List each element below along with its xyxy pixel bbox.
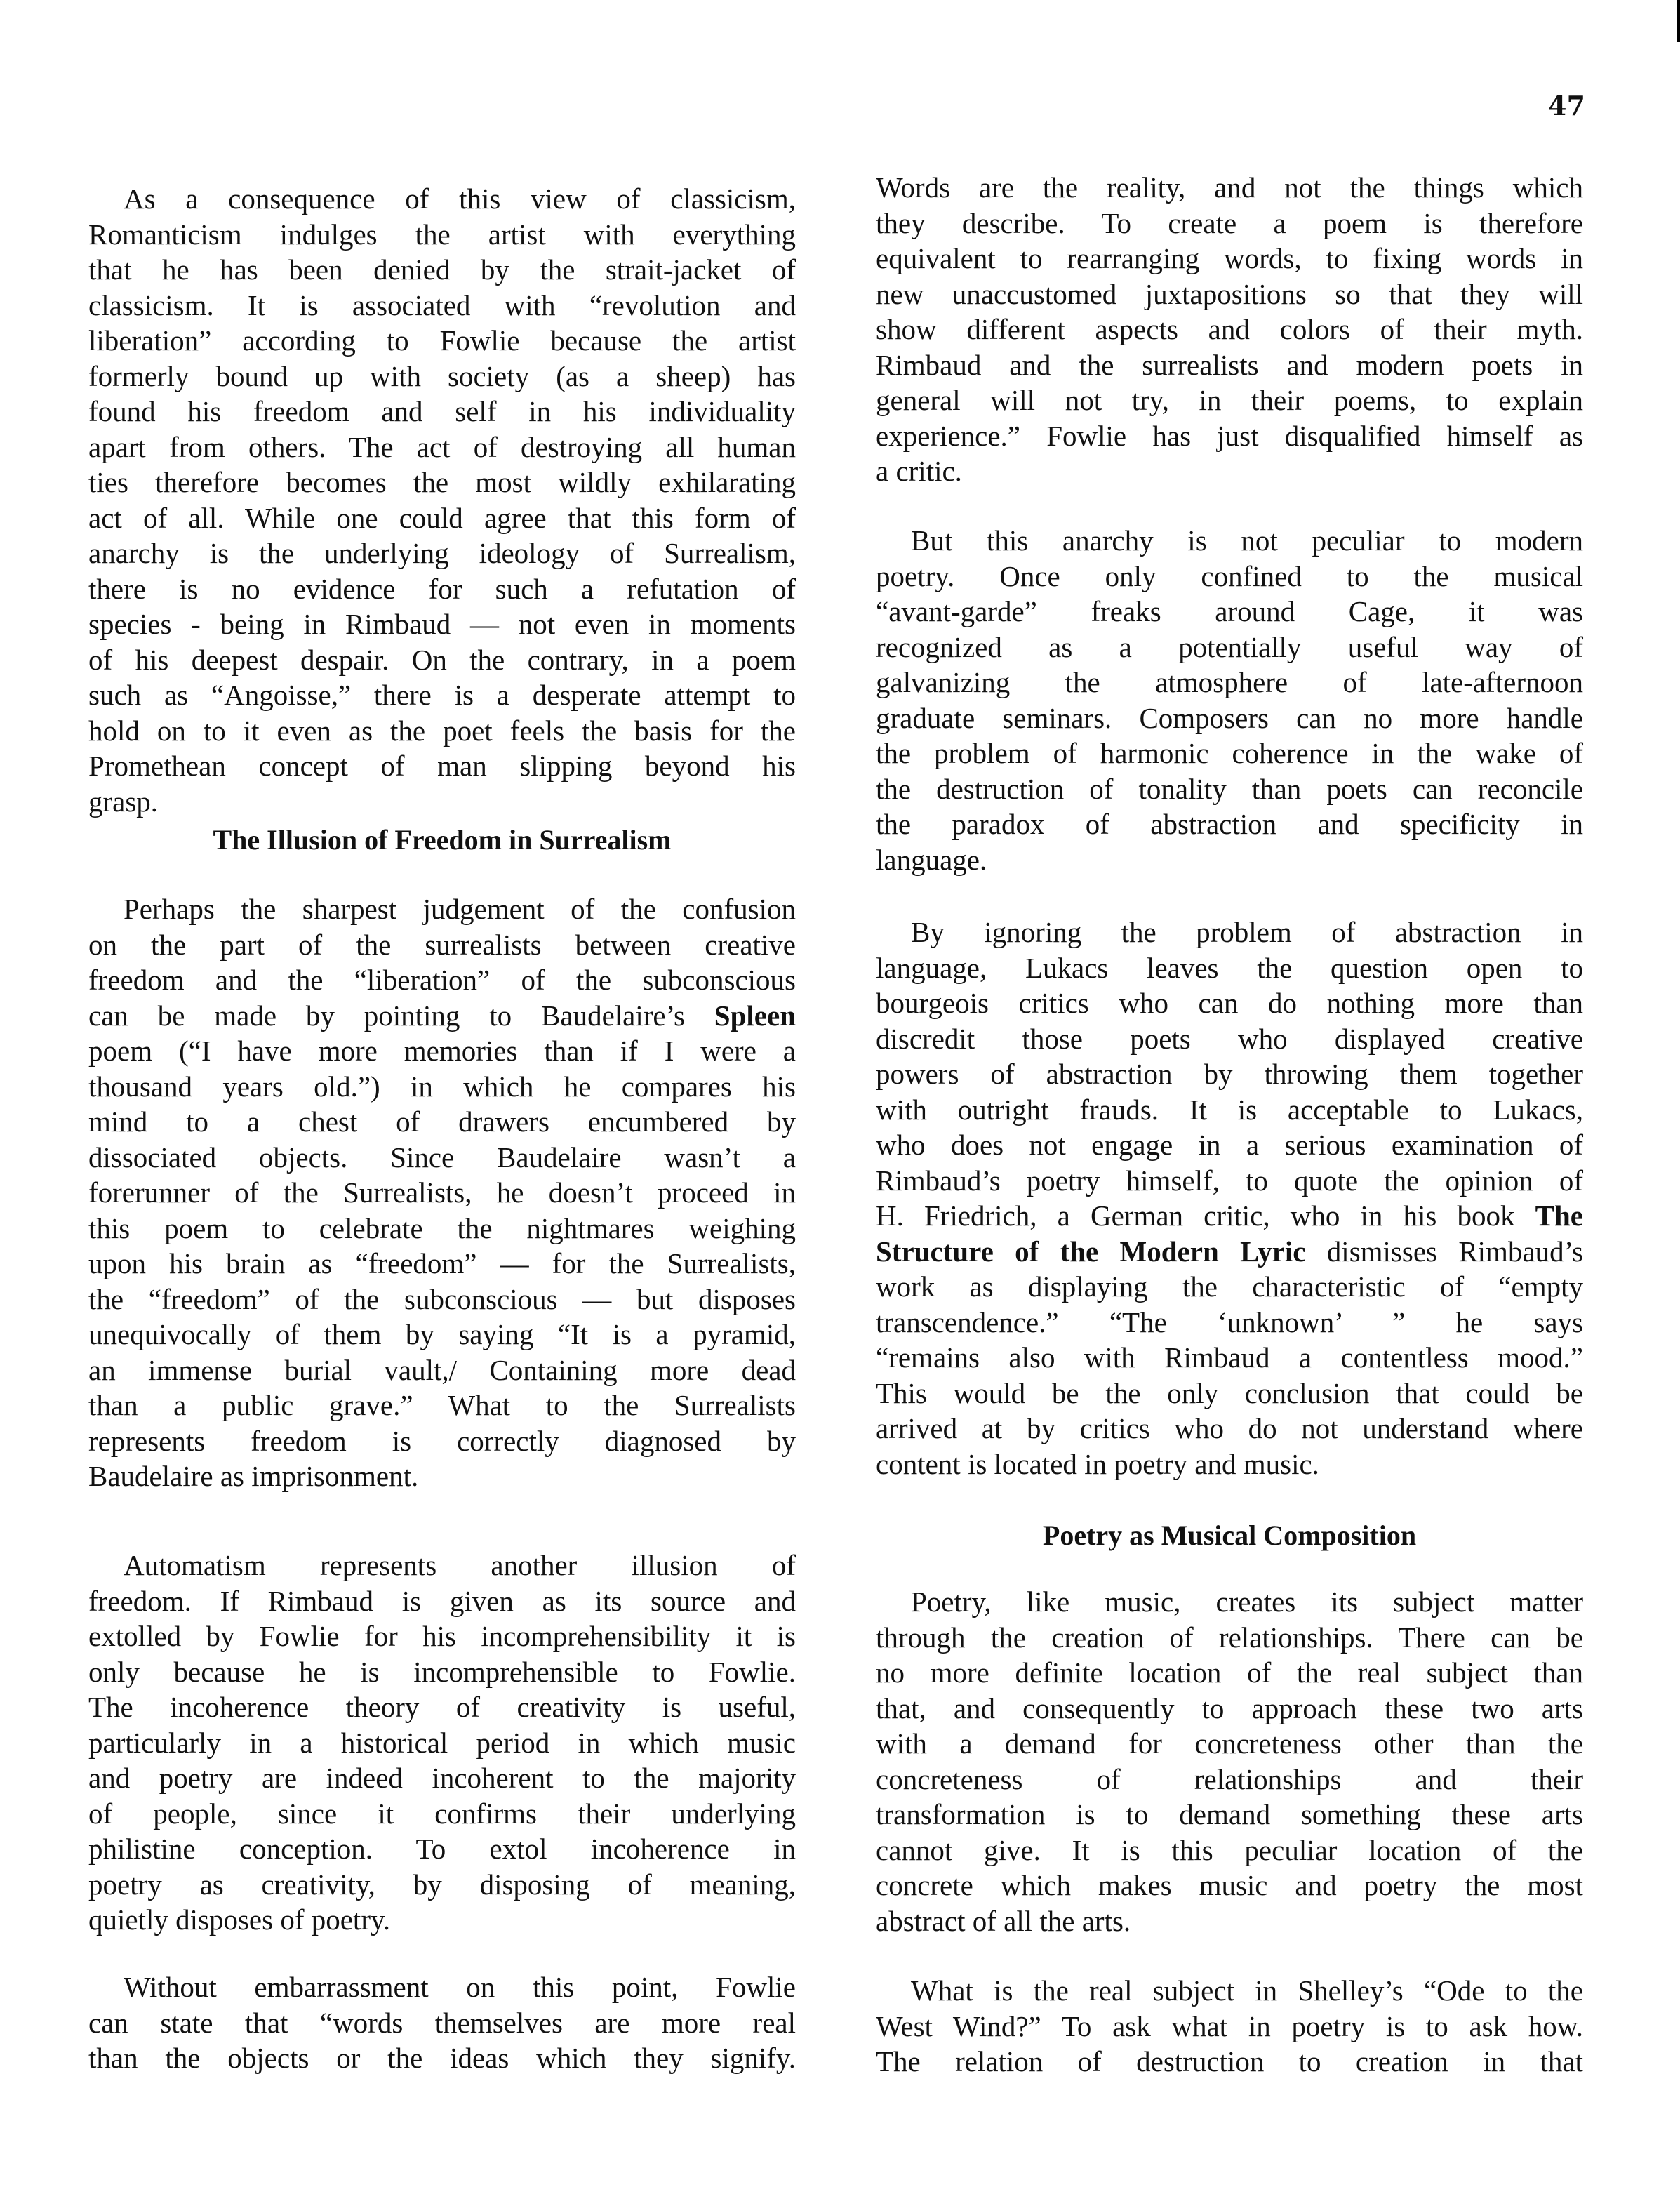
bold-title: Spleen	[714, 999, 796, 1032]
text-line: thousand years old.”) in which he compares his	[88, 1070, 796, 1103]
text-line: work as displaying the characteristic of “empty	[876, 1270, 1583, 1303]
paragraph-anarchy-not-peculiar	[876, 523, 1583, 877]
text-line: on the part of the surrealists between creative	[88, 928, 796, 961]
text-line: “avant-garde” freaks around Cage, it was	[876, 595, 1583, 627]
text-line: bourgeois critics who can do nothing more than	[876, 987, 1583, 1019]
text-line: show different aspects and colors of their myth.	[876, 313, 1583, 345]
text-line: extolled by Fowlie for his incomprehensibility it is	[88, 1620, 796, 1652]
text-line: philistine conception. To extol incoherence in	[88, 1833, 796, 1865]
text-line: graduate seminars. Composers can no more handle	[876, 701, 1583, 734]
text-line: the problem of harmonic coherence in the wake of	[876, 737, 1583, 769]
text-line: freedom and the “liberation” of the subconscious	[88, 964, 796, 996]
text-line: recognized as a potentially useful way of	[876, 630, 1583, 663]
text-line: powers of abstraction by throwing them together	[876, 1058, 1583, 1090]
text-line: found his freedom and self in his individuality	[88, 395, 796, 427]
paragraph-baudelaire-spleen	[88, 891, 796, 1494]
text-line: than a public grave.” What to the Surrealists	[88, 1389, 796, 1421]
text-line: there is no evidence for such a refutation of	[88, 572, 796, 605]
text-line: By ignoring the problem of abstraction in	[911, 916, 1583, 948]
text-line: hold on to it even as the poet feels the basis for the	[88, 714, 796, 747]
text-line: a critic.	[876, 455, 962, 487]
text-line: Rimbaud and the surrealists and modern poets in	[876, 348, 1583, 381]
text-line: that, and consequently to approach these two arts	[876, 1691, 1583, 1724]
text-line: Without embarrassment on this point, Fowlie	[124, 1971, 796, 2003]
text-line: through the creation of relationships. There can be	[876, 1621, 1583, 1654]
text-line: forerunner of the Surrealists, he doesn’t proceed in	[88, 1176, 796, 1209]
paragraph-words-are-reality	[876, 170, 1583, 489]
text-line: language, Lukacs leaves the question open to	[876, 951, 1583, 984]
text-line: than the objects or the ideas which they signify.	[88, 2042, 796, 2074]
text-line: transcendence.” “The ‘unknown’ ” he says	[876, 1305, 1583, 1338]
text-line: ties therefore becomes the most wildly exhilarating	[88, 466, 796, 498]
text-line: poetry as creativity, by disposing of meaning,	[88, 1868, 796, 1901]
text-line: The incoherence theory of creativity is useful,	[88, 1691, 796, 1723]
text-line: particularly in a historical period in which music	[88, 1726, 796, 1759]
text-line: West Wind?” To ask what in poetry is to ask how.	[876, 2009, 1583, 2042]
section-heading-poetry-musical-composition: Poetry as Musical Composition	[1042, 1520, 1417, 1551]
text-line: Poetry, like music, creates its subject matter	[911, 1585, 1583, 1618]
text-line: “remains also with Rimbaud a contentless mood.”	[876, 1341, 1583, 1374]
paragraph-ignoring-abstraction	[876, 915, 1583, 1482]
text-line: can be made by pointing to Baudelaire’s Spleen	[88, 999, 796, 1032]
text-line: transformation is to demand something these arts	[876, 1798, 1583, 1830]
text-line: What is the real subject in Shelley’s “Ode to the	[911, 1974, 1583, 2007]
text-line: galvanizing the atmosphere of late-afternoon	[876, 666, 1583, 698]
text-line: equivalent to rearranging words, to fixing words in	[876, 242, 1583, 274]
text-line: discredit those poets who displayed creative	[876, 1022, 1583, 1055]
text-line: species - being in Rimbaud — not even in moments	[88, 608, 796, 640]
text-line: of people, since it confirms their underlying	[88, 1797, 796, 1830]
text-line: experience.” Fowlie has just disqualified himself as	[876, 419, 1583, 452]
text-line: act of all. While one could agree that this form of	[88, 501, 796, 534]
text-line: concreteness of relationships and their	[876, 1762, 1583, 1795]
text-line: grasp.	[88, 785, 159, 818]
page-number: 47	[1548, 90, 1585, 121]
text-line: mind to a chest of drawers encumbered by	[88, 1105, 796, 1138]
scan-edge-mark	[1677, 0, 1680, 42]
text-line: This would be the only conclusion that could be	[876, 1376, 1583, 1409]
text-line: with outright frauds. It is acceptable to Lukacs,	[876, 1093, 1583, 1126]
text-line: the destruction of tonality than poets can reconcile	[876, 772, 1583, 805]
text-line: Promethean concept of man slipping beyond his	[88, 750, 796, 782]
text-line: anarchy is the underlying ideology of Surrealism,	[88, 537, 796, 569]
text-line: language.	[876, 843, 987, 876]
paragraph-automatism	[88, 1548, 796, 1938]
text-line: with a demand for concreteness other than the	[876, 1727, 1583, 1760]
text-line: abstract of all the arts.	[876, 1904, 1131, 1937]
text-line: general will not try, in their poems, to explain	[876, 384, 1583, 416]
text-line: But this anarchy is not peculiar to modern	[911, 524, 1583, 557]
text-line: of his deepest despair. On the contrary, in a poem	[88, 643, 796, 676]
text-line: poetry. Once only confined to the musical	[876, 559, 1583, 592]
text-line: unequivocally of them by saying “It is a pyramid,	[88, 1318, 796, 1350]
text-line: that he has been denied by the strait-jacket of	[88, 253, 796, 286]
section-heading-illusion-of-freedom: The Illusion of Freedom in Surrealism	[213, 824, 672, 856]
text-line: Perhaps the sharpest judgement of the confusion	[124, 893, 796, 925]
text-line: Rimbaud’s poetry himself, to quote the opinion of	[876, 1164, 1583, 1197]
text-line: poem (“I have more memories than if I were a	[88, 1035, 796, 1067]
text-line: an immense burial vault,/ Containing more dead	[88, 1353, 796, 1386]
text-line: apart from others. The act of destroying all human	[88, 430, 796, 463]
text-line: such as “Angoisse,” there is a desperate attempt to	[88, 679, 796, 711]
text-line: The relation of destruction to creation in that	[876, 2045, 1583, 2077]
text-line: As a consequence of this view of classicism,	[124, 182, 796, 215]
text-line: the paradox of abstraction and specificity in	[876, 808, 1583, 840]
paragraph-poetry-like-music	[876, 1584, 1583, 1939]
text-line: no more definite location of the real subject than	[876, 1656, 1583, 1689]
text-line: who does not engage in a serious examination of	[876, 1129, 1583, 1161]
text-line: they describe. To create a poem is therefore	[876, 206, 1583, 239]
paragraph-shelley-ode	[876, 1973, 1583, 2080]
text-line: Baudelaire as imprisonment.	[88, 1460, 419, 1492]
text-line: arrived at by critics who do not understand where	[876, 1412, 1583, 1444]
text-line: only because he is incomprehensible to Fowlie.	[88, 1655, 796, 1688]
text-line: represents freedom is correctly diagnosed by	[88, 1424, 796, 1457]
text-line: liberation” according to Fowlie because the artist	[88, 324, 796, 357]
text-line: freedom. If Rimbaud is given as its source and	[88, 1584, 796, 1617]
text-line: and poetry are indeed incoherent to the majority	[88, 1762, 796, 1794]
text-line: concrete which makes music and poetry the most	[876, 1869, 1583, 1901]
text-line: can state that “words themselves are more real	[88, 2006, 796, 2039]
text-line: classicism. It is associated with “revolution and	[88, 288, 796, 321]
bold-title: Structure of the Modern Lyric	[876, 1235, 1306, 1268]
paragraph-classicism	[88, 181, 796, 819]
text-line: Romanticism indulges the artist with everything	[88, 218, 796, 251]
text-line: formerly bound up with society (as a sheep) has	[88, 359, 796, 392]
paragraph-without-embarrassment	[88, 1969, 796, 2076]
text-line: quietly disposes of poetry.	[88, 1903, 391, 1936]
text-line: this poem to celebrate the nightmares weighing	[88, 1211, 796, 1244]
text-line: Words are the reality, and not the things which	[876, 171, 1583, 204]
text-line: Automatism represents another illusion of	[124, 1549, 796, 1581]
text-line: upon his brain as “freedom” — for the Surrealists,	[88, 1247, 796, 1279]
bold-title: The	[1535, 1199, 1583, 1232]
text-line: H. Friedrich, a German critic, who in his book The	[876, 1199, 1583, 1232]
text-line: Structure of the Modern Lyric dismisses Rimbaud’s	[876, 1235, 1583, 1268]
text-line: content is located in poetry and music.	[876, 1447, 1319, 1480]
text-line: dissociated objects. Since Baudelaire wasn’t a	[88, 1141, 796, 1174]
text-line: new unaccustomed juxtapositions so that they will	[876, 277, 1583, 310]
text-line: the “freedom” of the subconscious — but disposes	[88, 1282, 796, 1315]
text-line: cannot give. It is this peculiar location of the	[876, 1833, 1583, 1866]
